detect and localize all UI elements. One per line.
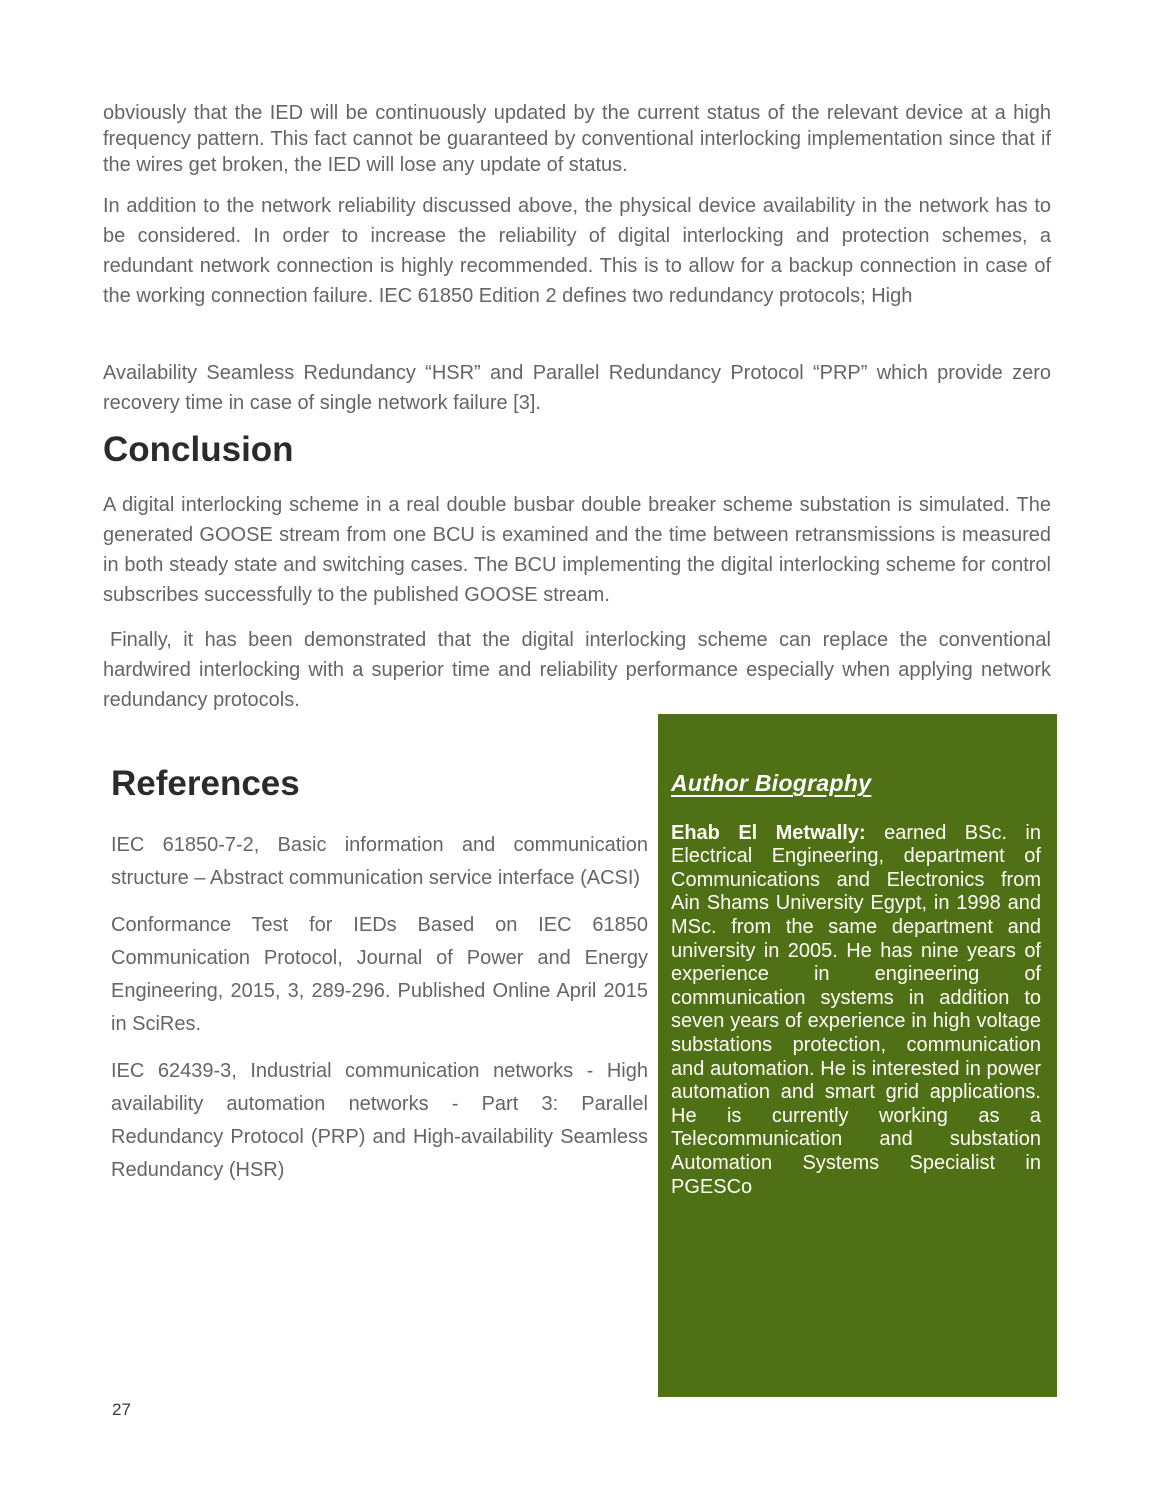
references-list bbox=[111, 829, 648, 1201]
author-biography-box bbox=[658, 714, 1057, 1397]
reference-item-1: IEC 61850-7-2, Basic information and communication structure – Abstract communication service interface (ACSI) bbox=[111, 834, 648, 889]
references-heading: References bbox=[111, 764, 300, 803]
author-biography-heading: Author Biography bbox=[671, 770, 872, 796]
author-name: Ehab El Metwally: bbox=[671, 821, 866, 844]
author-biography-text bbox=[671, 822, 1041, 1200]
author-bio-body: earned BSc. in Electrical Engineering, department of Communications and Electronics from Ain Shams University Egypt, in 1998 and MSc. from the same department and university in 2005. He has nine years of experience in engineering of communication systems in addition to seven years of experience in high voltage substations protection, communication and automation. He is interested in power automation and smart grid applications. He is currently working as a Telecommunication and substation Automation Systems Specialist in PGESCo bbox=[671, 821, 1041, 1198]
page-number: 27 bbox=[112, 1400, 131, 1419]
intro-paragraph-1: obviously that the IED will be continuously updated by the current status of the relevant device at a high frequency pattern. This fact cannot be guaranteed by conventional interlocking implementation since that if the wires get broken, the IED will lose any update of status. bbox=[103, 102, 1051, 176]
intro-paragraph-3: Availability Seamless Redundancy “HSR” and Parallel Redundancy Protocol “PRP” which provide zero recovery time in case of single network failure [3]. bbox=[103, 362, 1051, 414]
conclusion-paragraph-1: A digital interlocking scheme in a real double busbar double breaker scheme substation is simulated. The generated GOOSE stream from one BCU is examined and the time between retransmissions is measured in both steady state and switching cases. The BCU implementing the digital interlocking scheme for control subscribes successfully to the published GOOSE stream. bbox=[103, 494, 1051, 606]
reference-item-2: Conformance Test for IEDs Based on IEC 61850 Communication Protocol, Journal of Power and Energy Engineering, 2015, 3, 289-296. Published Online April 2015 in SciRes. bbox=[111, 914, 648, 1035]
intro-paragraph-2: In addition to the network reliability discussed above, the physical device availability in the network has to be considered. In order to increase the reliability of digital interlocking and protection schemes, a redundant network connection is highly recommended. This is to allow for a backup connection in case of the working connection failure. IEC 61850 Edition 2 defines two redundancy protocols; High bbox=[103, 195, 1051, 307]
conclusion-paragraph-2: Finally, it has been demonstrated that the digital interlocking scheme can replace the conventional hardwired interlocking with a superior time and reliability performance especially when applying network redundancy protocols. bbox=[103, 629, 1051, 711]
reference-item-3: IEC 62439-3, Industrial communication networks - High availability automation networks - Part 3: Parallel Redundancy Protocol (PRP) and High-availability Seamless Redundancy (HSR) bbox=[111, 1060, 648, 1181]
conclusion-heading: Conclusion bbox=[103, 430, 294, 469]
